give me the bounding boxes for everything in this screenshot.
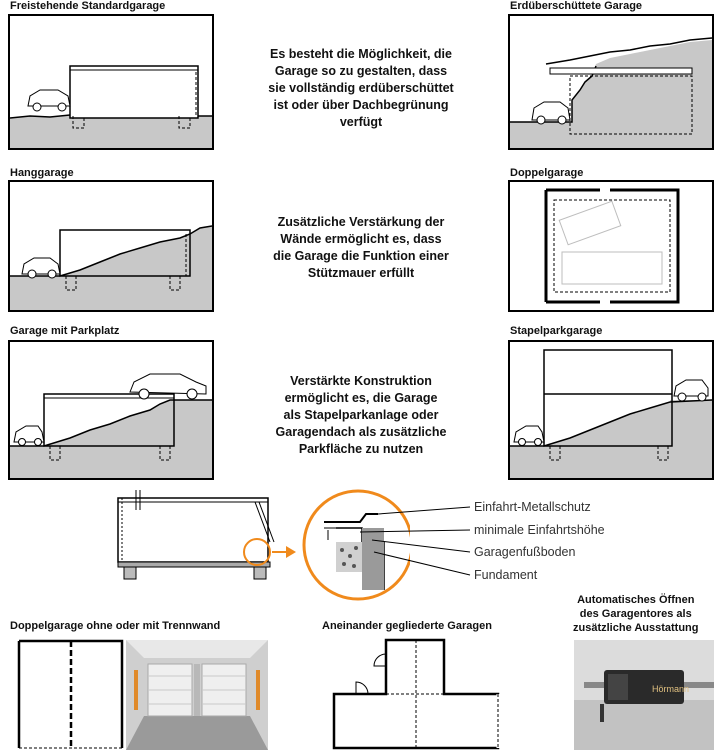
double-garage-plan (16, 638, 126, 752)
legend-foundation: Fundament (474, 568, 538, 582)
label-parking-garage: Garage mit Parkplatz (10, 325, 120, 337)
brand-logo: Hörmann (652, 684, 690, 694)
label-row-garages: Aneinander gegliederte Garagen (322, 620, 492, 632)
label-double-garage-wall: Doppelgarage ohne oder mit Trennwand (10, 620, 221, 632)
photo-garage-door-opener (574, 640, 714, 750)
description-1: Es besteht die Möglichkeit, die Garage so zu gestalten, dass sie vollständig erdüberschüttet ist oder über Dachbegrünung verfügt (268, 47, 454, 129)
label-hang-garage: Hanggarage (10, 167, 74, 179)
label-earth-covered-garage: Erdüberschüttete Garage (510, 0, 643, 12)
legend-min-height: minimale Einfahrtshöhe (474, 523, 605, 537)
photo-double-garage-interior (126, 640, 268, 750)
description-2: Zusätzliche Verstärkung der Wände ermöglicht es, dass die Garage die Funktion einer Stützmauer erfüllt (273, 215, 449, 280)
legend-metal-guard: Einfahrt-Metallschutz (474, 500, 591, 514)
label-standard-garage: Freistehende Standardgarage (10, 0, 166, 12)
label-auto-open: Automatisches Öffnen des Garagentores als zusätzliche Ausstattung (573, 594, 699, 634)
label-double-garage: Doppelgarage (510, 167, 584, 179)
legend-floor: Garagenfußboden (474, 545, 576, 559)
description-3: Verstärkte Konstruktion ermöglicht es, die Garage als Stapelparkanlage oder Garagendach als zusätzliche Parkfläche zu nutzen (275, 374, 447, 456)
label-stack-garage: Stapelparkgarage (510, 325, 603, 337)
row-garages-plan (330, 636, 510, 752)
